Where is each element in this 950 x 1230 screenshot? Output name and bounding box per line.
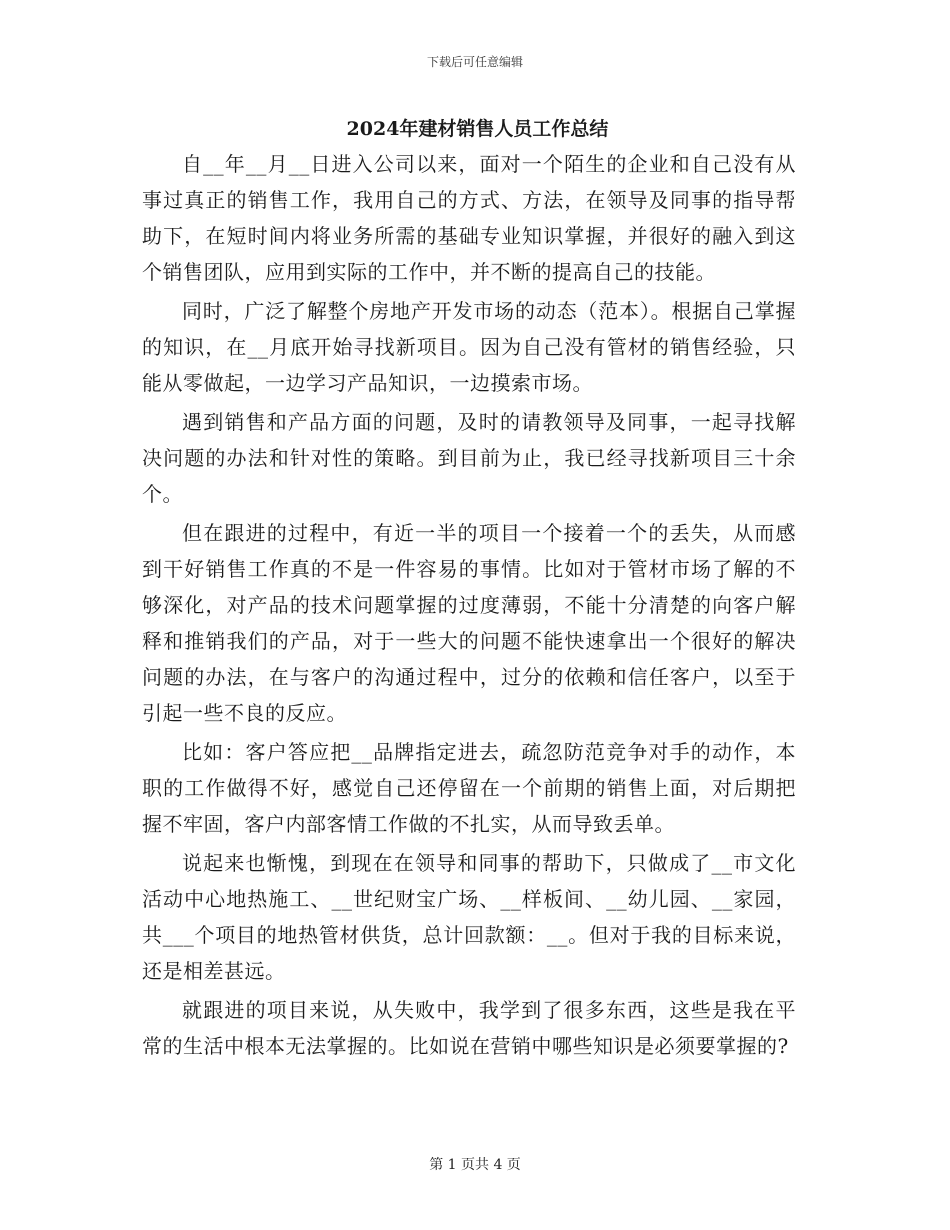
paragraph: 但在跟进的过程中，有近一半的项目一个接着一个的丢失，从而感到干好销售工作真的不是一件容易的事情。比如对于管材市场了解的不够深化，对产品的技术问题掌握的过度薄弱，不能十分清楚的向客户解释和推销我们的产品，对于一些大的问题不能快速拿出一个很好的解决问题的办法，在与客户的沟通过程中，过分的依赖和信任客户，以至于引起一些不良的反应。 xyxy=(142,521,796,725)
document-body xyxy=(142,146,796,1067)
header-note: 下载后可任意编辑 xyxy=(426,55,523,69)
paragraph: 就跟进的项目来说，从失败中，我学到了很多东西，这些是我在平常的生活中根本无法掌握的。比如说在营销中哪些知识是必须要掌握的? xyxy=(142,998,796,1058)
paragraph: 说起来也惭愧，到现在在领导和同事的帮助下，只做成了__市文化活动中心地热施工、__世纪财宝广场、__样板间、__幼儿园、__家园，共___个项目的地热管材供货，总计回款额：__。但对于我的目标来说，还是相差甚远。 xyxy=(142,851,796,983)
document-title: 2024年建材销售人员工作总结 xyxy=(346,118,609,140)
page-indicator: 第 1 页共 4 页 xyxy=(429,1157,521,1173)
paragraph: 同时，广泛了解整个房地产开发市场的动态（范本）。根据自己掌握的知识，在__月底开始寻找新项目。因为自己没有管材的销售经验，只能从零做起，一边学习产品知识，一边摸索市场。 xyxy=(142,299,796,395)
paragraph: 遇到销售和产品方面的问题，及时的请教领导及同事，一起寻找解决问题的办法和针对性的策略。到目前为止，我已经寻找新项目三十余个。 xyxy=(142,410,796,506)
paragraph: 自__年__月__日进入公司以来，面对一个陌生的企业和自己没有从事过真正的销售工作，我用自己的方式、方法，在领导及同事的指导帮助下，在短时间内将业务所需的基础专业知识掌握，并很好的融入到这个销售团队，应用到实际的工作中，并不断的提高自己的技能。 xyxy=(142,152,796,284)
paragraph: 比如：客户答应把__品牌指定进去，疏忽防范竞争对手的动作，本职的工作做得不好，感觉自己还停留在一个前期的销售上面，对后期把握不牢固，客户内部客情工作做的不扎实，从而导致丢单。 xyxy=(142,740,796,836)
